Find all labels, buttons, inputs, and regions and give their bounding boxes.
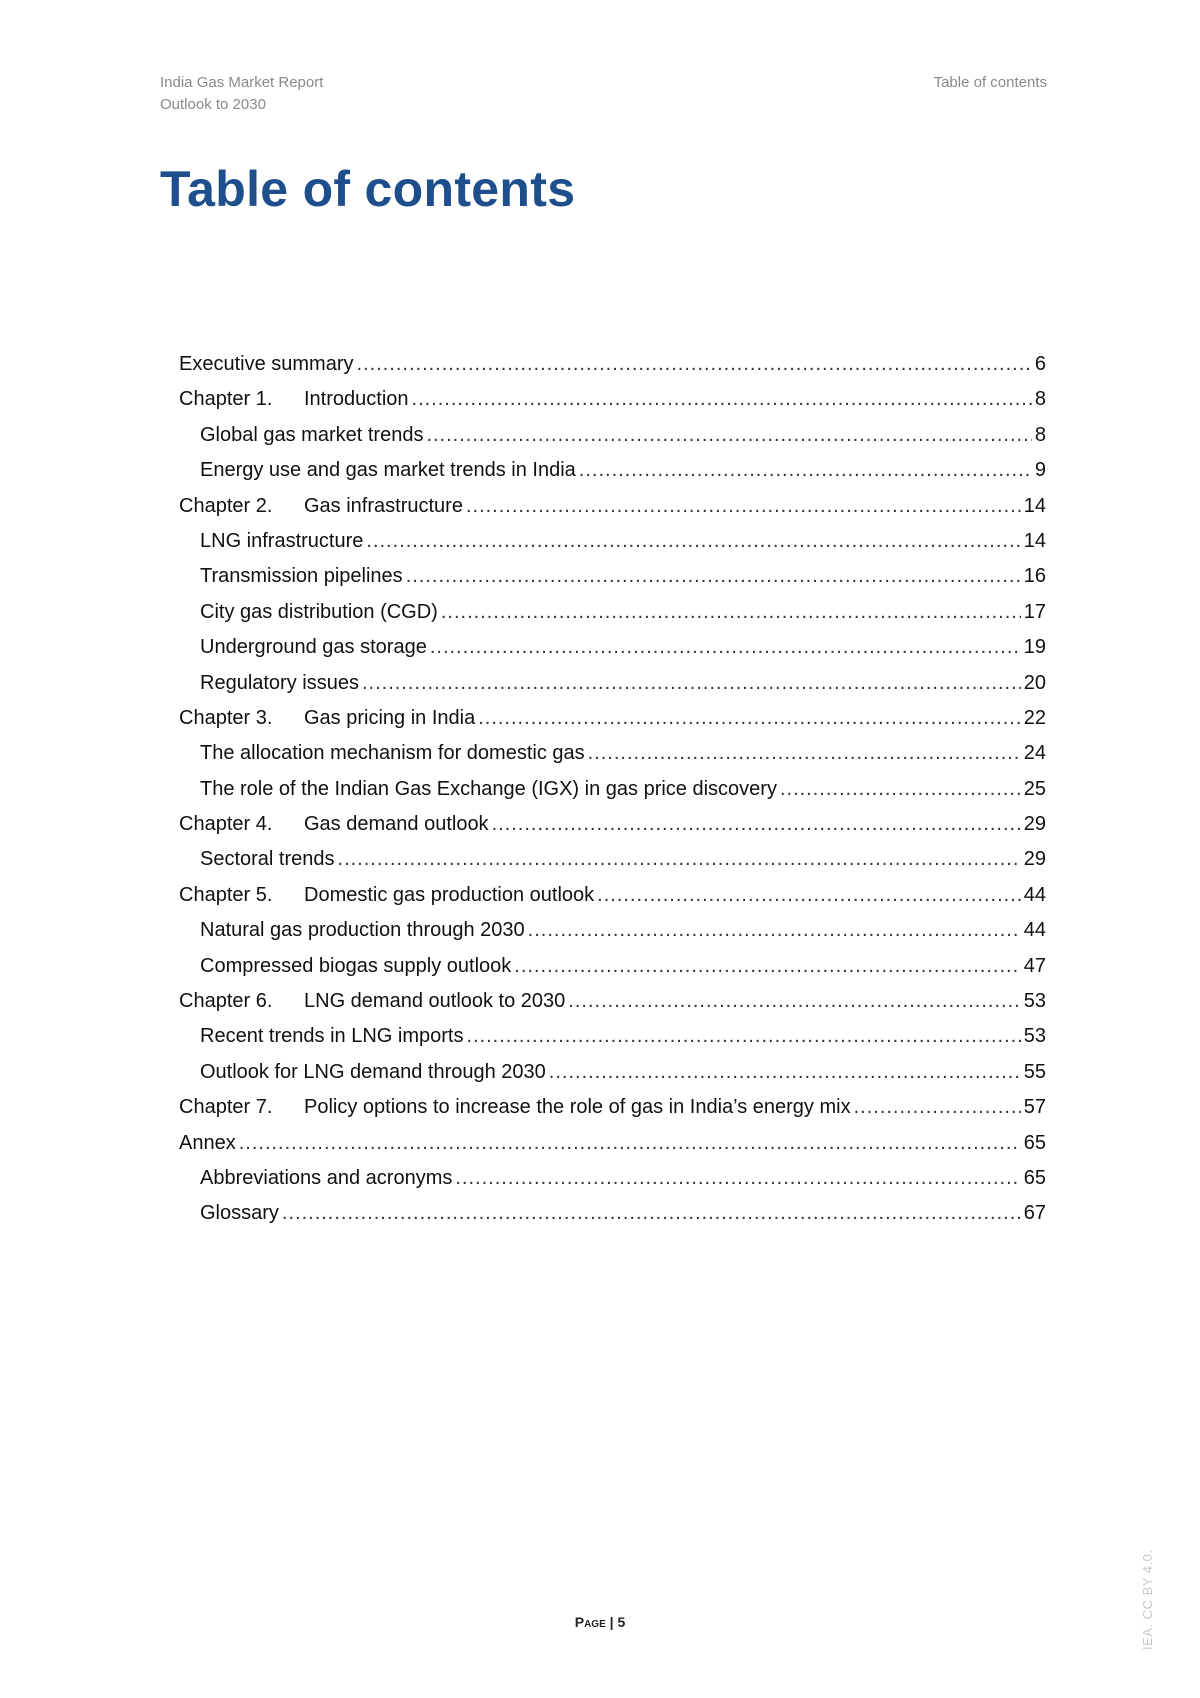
toc-entry[interactable] [179,913,1046,948]
toc-entry[interactable] [179,1126,1046,1161]
toc-entry[interactable] [179,878,1046,913]
report-subtitle: Outlook to 2030 [160,96,266,113]
toc-entry-title: Outlook for LNG demand through 2030 [200,1060,546,1083]
page-title: Table of contents [160,161,576,217]
toc-page-number: 14 [1023,494,1046,517]
toc-dot-leader [430,630,1021,665]
toc-entry-title: LNG infrastructure [200,529,364,552]
toc-entry-title: Compressed biogas supply outlook [200,954,512,977]
toc-chapter-number: Chapter 2. [179,494,273,517]
toc-dot-leader [492,807,1021,842]
toc-chapter-number: Chapter 5. [179,883,273,906]
toc-entry-title: Regulatory issues [200,671,359,694]
toc-page-number: 67 [1023,1202,1046,1225]
toc-entry-title: Natural gas production through 2030 [200,919,525,942]
page-separator: | [609,1614,614,1630]
toc-entry-title: City gas distribution (CGD) [200,600,438,623]
toc-page-number: 8 [1034,388,1046,411]
running-header-section: Table of contents [933,74,1047,91]
toc-entry[interactable] [179,630,1046,665]
toc-page-number: 57 [1023,1096,1046,1119]
toc-entry[interactable] [179,701,1046,736]
toc-page-number: 29 [1023,848,1046,871]
toc-chapter-number: Chapter 4. [179,813,273,836]
toc-entry-title: Gas demand outlook [304,813,489,836]
toc-dot-leader [854,1090,1021,1125]
toc-page-number: 65 [1023,1131,1046,1154]
toc-dot-leader [282,1196,1021,1231]
toc-dot-leader [478,701,1021,736]
toc-entry-title: Domestic gas production outlook [304,883,595,906]
toc-chapter-number: Chapter 3. [179,706,273,729]
toc-entry[interactable] [179,842,1046,877]
toc-entry[interactable] [179,1019,1046,1054]
toc-page-number: 65 [1023,1166,1046,1189]
toc-entry-title: Policy options to increase the role of gas in India’s energy mix [304,1096,851,1119]
toc-chapter-number: Chapter 7. [179,1096,273,1119]
toc-entry-title: Gas pricing in India [304,706,476,729]
page-label: Page [574,1614,606,1630]
toc-dot-leader [568,984,1020,1019]
toc-dot-leader [362,666,1021,701]
toc-dot-leader [466,489,1021,524]
toc-entry-title: Gas infrastructure [304,494,463,517]
toc-entry-title: Sectoral trends [200,848,335,871]
toc-entry[interactable] [179,418,1046,453]
toc-dot-leader [412,382,1032,417]
toc-entry-title: Global gas market trends [200,423,424,446]
toc-entry[interactable] [179,984,1046,1019]
toc-entry[interactable] [179,949,1046,984]
toc-entry[interactable] [179,736,1046,771]
toc-dot-leader [549,1055,1021,1090]
toc-page-number: 9 [1034,459,1046,482]
toc-page-number: 44 [1023,883,1046,906]
toc-entry-title: Introduction [304,388,409,411]
toc-entry[interactable] [179,807,1046,842]
toc-page-number: 53 [1023,1025,1046,1048]
toc-dot-leader [239,1126,1021,1161]
page-number: 5 [617,1614,626,1630]
toc-page-number: 17 [1023,600,1046,623]
toc-dot-leader [588,736,1021,771]
toc-entry[interactable] [179,559,1046,594]
toc-page-number: 14 [1023,529,1046,552]
toc-entry-title: Recent trends in LNG imports [200,1025,464,1048]
toc-dot-leader [357,347,1032,382]
toc-dot-leader [780,772,1021,807]
toc-dot-leader [426,418,1031,453]
toc-page-number: 8 [1034,423,1046,446]
toc-entry[interactable] [179,772,1046,807]
toc-entry-title: The allocation mechanism for domestic gas [200,742,585,765]
toc-page-number: 55 [1023,1060,1046,1083]
toc-page-number: 19 [1023,636,1046,659]
toc-entry[interactable] [179,595,1046,630]
toc-entry[interactable] [179,1090,1046,1125]
toc-dot-leader [366,524,1020,559]
toc-chapter-number: Chapter 1. [179,388,273,411]
toc-page-number: 16 [1023,565,1046,588]
toc-page-number: 25 [1023,777,1046,800]
toc-page-number: 47 [1023,954,1046,977]
toc-entry-title: LNG demand outlook to 2030 [304,990,566,1013]
toc-entry[interactable] [179,1161,1046,1196]
toc-dot-leader [406,559,1021,594]
report-title: India Gas Market Report [160,74,324,91]
toc-dot-leader [338,842,1021,877]
license-watermark: IEA. CC BY 4.0. [1140,1549,1155,1650]
toc-entry-title: Underground gas storage [200,636,427,659]
toc-entry[interactable] [179,524,1046,559]
toc-dot-leader [514,949,1020,984]
toc-chapter-number: Chapter 6. [179,990,273,1013]
toc-page-number: 29 [1023,813,1046,836]
toc-entry-title: Glossary [200,1202,279,1225]
toc-entry-title: Abbreviations and acronyms [200,1166,453,1189]
toc-page-number: 6 [1034,353,1046,375]
toc-entry-title: Transmission pipelines [200,565,403,588]
toc-dot-leader [579,453,1032,488]
toc-entry[interactable] [179,1196,1046,1231]
toc-dot-leader [597,878,1021,913]
table-of-contents [179,347,1046,1232]
toc-entry[interactable] [179,347,1046,382]
toc-entry-title: Energy use and gas market trends in India [200,459,576,482]
toc-dot-leader [528,913,1021,948]
page-footer [0,1614,1200,1630]
toc-entry[interactable] [179,489,1046,524]
toc-page-number: 53 [1023,990,1046,1013]
toc-entry[interactable] [179,666,1046,701]
toc-entry[interactable] [179,453,1046,488]
toc-dot-leader [466,1019,1020,1054]
toc-dot-leader [441,595,1021,630]
toc-page-number: 24 [1023,742,1046,765]
running-header-left [160,72,323,116]
toc-entry-title: Executive summary [179,353,354,375]
toc-page-number: 20 [1023,671,1046,694]
toc-entry[interactable] [179,382,1046,417]
toc-dot-leader [455,1161,1020,1196]
toc-entry-title: The role of the Indian Gas Exchange (IGX) in gas price discovery [200,777,777,800]
toc-page-number: 44 [1023,919,1046,942]
toc-page-number: 22 [1023,706,1046,729]
toc-entry[interactable] [179,1055,1046,1090]
toc-entry-title: Annex [179,1131,236,1154]
